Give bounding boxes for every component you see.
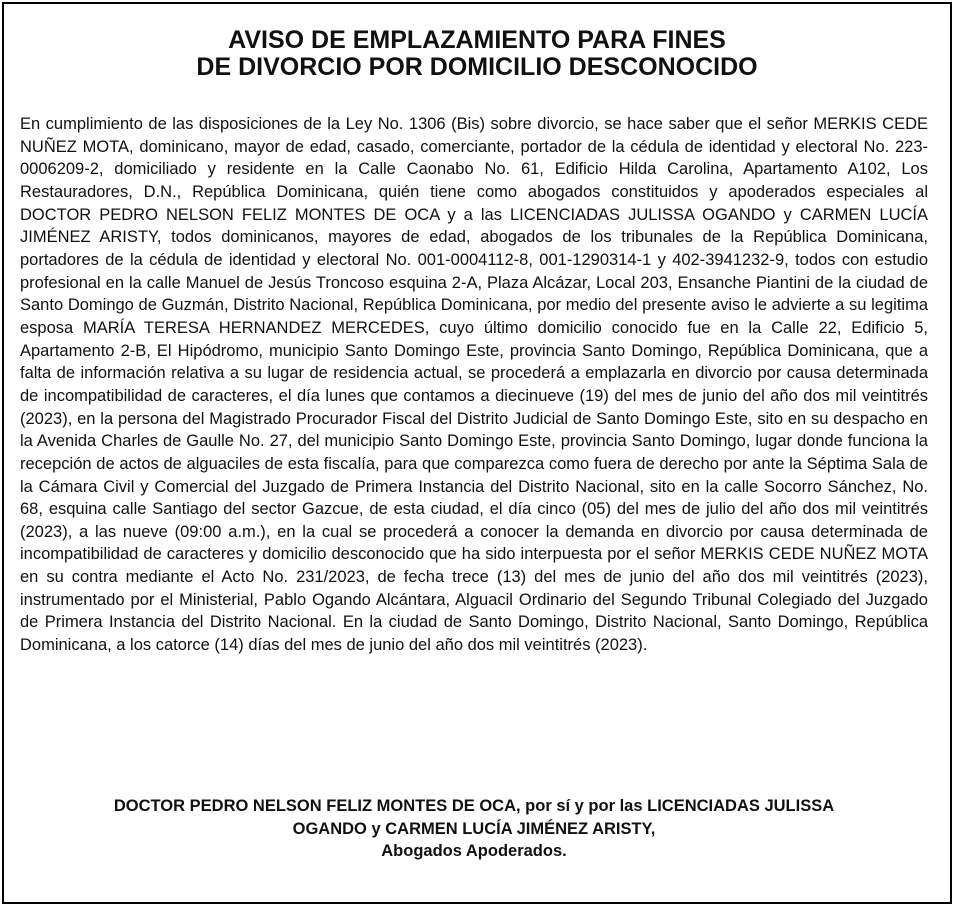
signature-line-3: Abogados Apoderados.	[381, 842, 567, 860]
signature-line-2: OGANDO y CARMEN LUCÍA JIMÉNEZ ARISTY,	[292, 819, 656, 838]
notice-title-line-1: AVISO DE EMPLAZAMIENTO PARA FINES	[228, 26, 726, 54]
notice-body: En cumplimiento de las disposiciones de la Ley No. 1306 (Bis) sobre divorcio, se hace saber que el señor MERKIS CEDE NUÑEZ MOTA, dominicano, mayor de edad, casado, comerciante, portador de la cédula de identidad y electoral No. 223-0006209-2, domiciliado y residente en la Calle Caonabo No. 61, Edificio Hilda Carolina, Apartamento A102, Los Restauradores, D.N., República Dominicana, quién tiene como abogados constituidos y apoderados especiales al DOCTOR PEDRO NELSON FELIZ MONTES DE OCA y a las LICENCIADAS JULISSA OGANDO y CARMEN LUCÍA JIMÉNEZ ARISTY, todos dominicanos, mayores de edad, abogados de los tribunales de la República Dominicana, portadores de la cédula de identidad y electoral No. 001-0004112-8, 001-1290314-1 y 402-3941232-9, todos con estudio profesional en la calle Manuel de Jesús Troncoso esquina 2-A, Plaza Alcázar, Local 203, Ensanche Piantini de la ciudad de Santo Domingo de Guzmán, Distrito Nacional, República Dominicana, por medio del presente aviso le advierte a su legitima esposa MARÍA TERESA HERNANDEZ MERCEDES, cuyo último domicilio conocido fue en la Calle 22, Edificio 5, Apartamento 2-B, El Hipódromo, municipio Santo Domingo Este, provincia Santo Domingo, República Dominicana, que a falta de información relativa a su lugar de residencia actual, se procederá a emplazarla en divorcio por causa determinada de incompatibilidad de caracteres, el día lunes que contamos a diecinueve (19) del mes de junio del año dos mil veintitrés (2023), en la persona del Magistrado Procurador Fiscal del Distrito Judicial de Santo Domingo Este, sito en su despacho en la Avenida Charles de Gaulle No. 27, del municipio Santo Domingo Este, provincia Santo Domingo, lugar donde funciona la recepción de actos de alguaciles de esta fiscalía, para que comparezca como fuera de derecho por ante la Séptima Sala de la Cámara Civil y Comercial del Juzgado de Primera Instancia del Distrito Nacional, sito en la calle Socorro Sánchez, No. 68, esquina calle Santiago del sector Gazcue, de esta ciudad, el día cinco (05) del mes de julio del año dos mil veintitrés (2023), a las nueve (09:00 a.m.), en la cual se procederá a conocer la demanda en divorcio por causa determinada de incompatibilidad de caracteres y domicilio desconocido que ha sido interpuesta por el señor MERKIS CEDE NUÑEZ MOTA en su contra mediante el Acto No. 231/2023, de fecha trece (13) del mes de junio del año dos mil veintitrés (2023), instrumentado por el Ministerial, Pablo Ogando Alcántara, Alguacil Ordinario del Segundo Tribunal Colegiado del Juzgado de Primera Instancia del Distrito Nacional. En la ciudad de Santo Domingo, Distrito Nacional, Santo Domingo, República Dominicana, a los catorce (14) días del mes de junio del año dos mil veintitrés (2023).	[20, 115, 928, 655]
signature-block	[20, 795, 928, 863]
notice-title	[0, 27, 954, 81]
notice-title-line-2: DE DIVORCIO POR DOMICILIO DESCONOCIDO	[196, 53, 758, 81]
signature-line-1: DOCTOR PEDRO NELSON FELIZ MONTES DE OCA, por sí y por las LICENCIADAS JULISSA	[113, 797, 835, 815]
